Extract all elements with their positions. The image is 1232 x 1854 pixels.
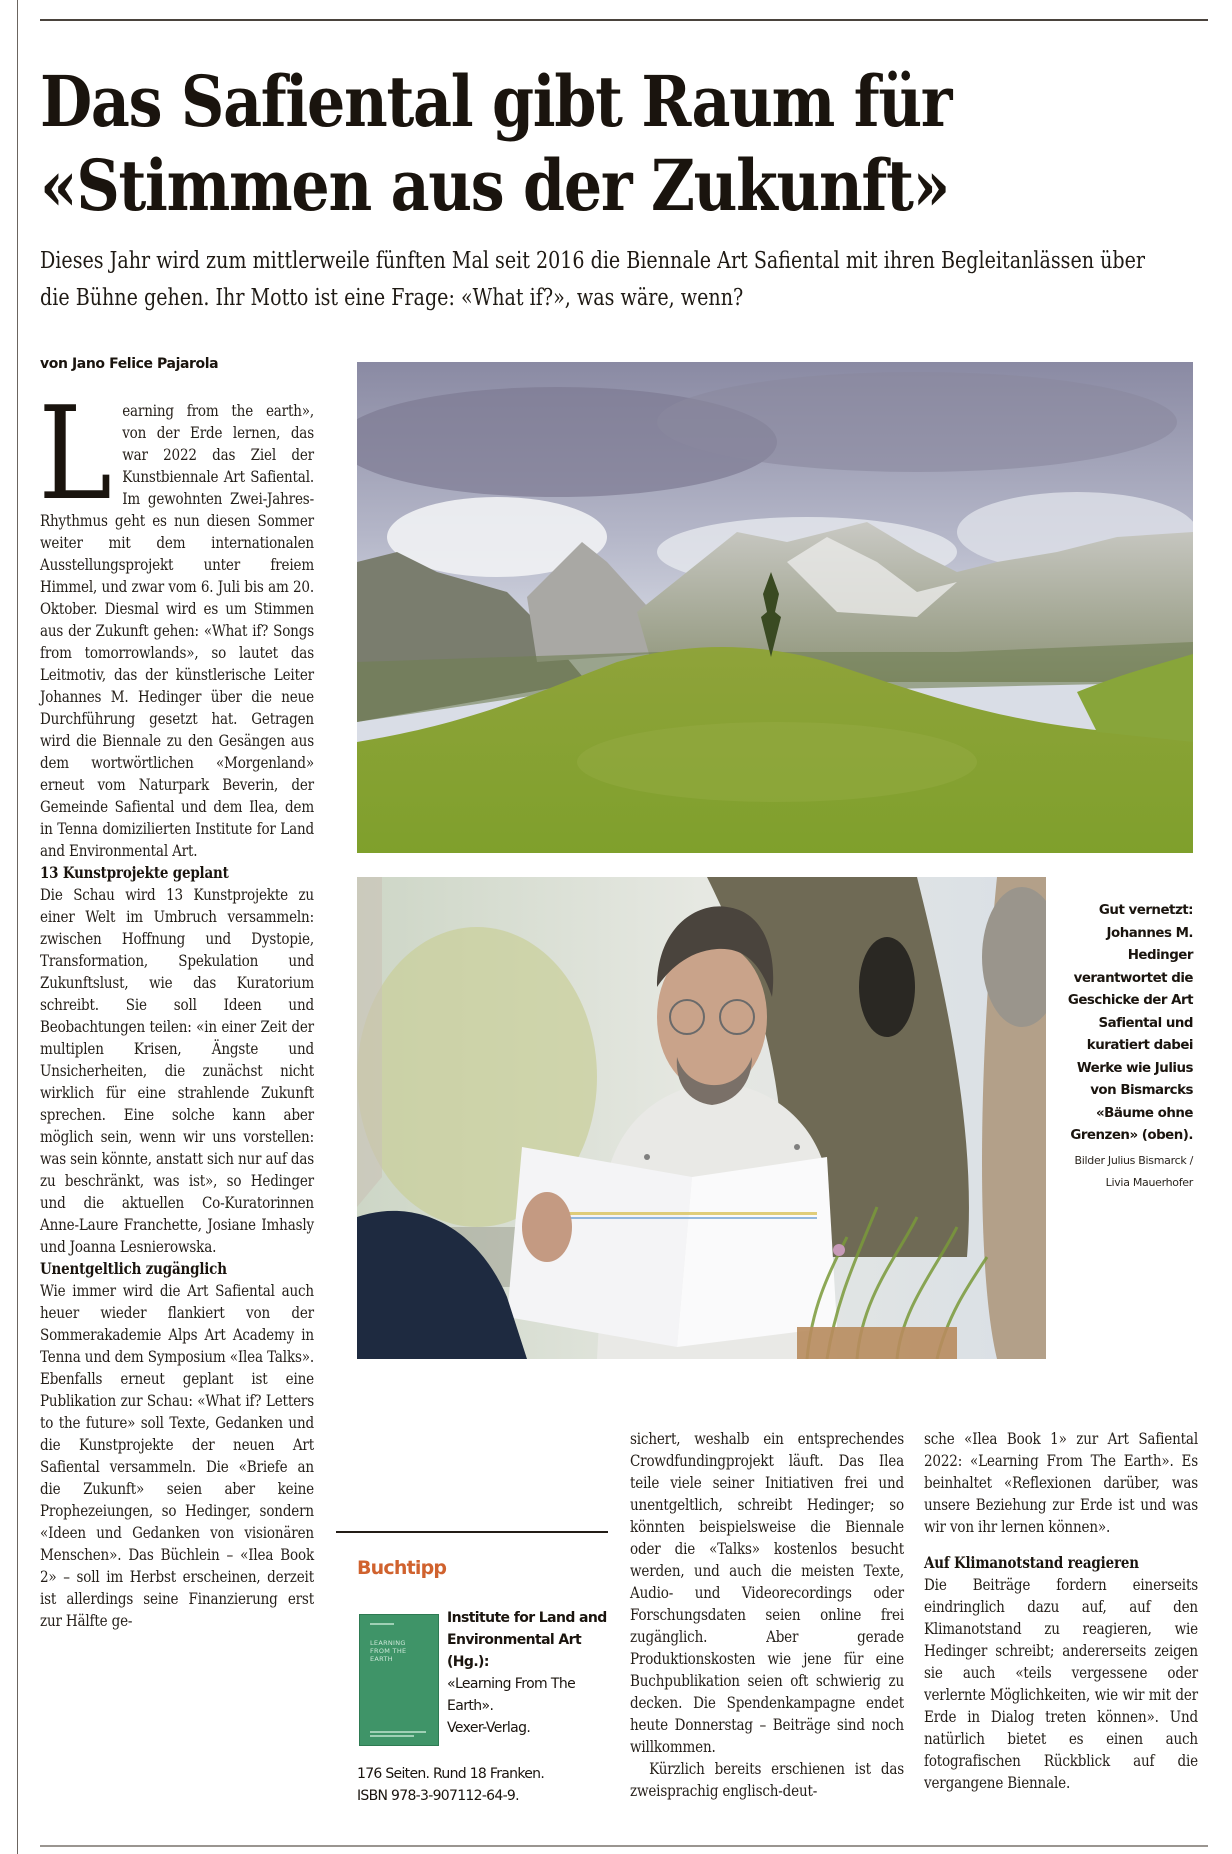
book-info xyxy=(447,1607,607,1739)
landscape-photo xyxy=(357,362,1193,853)
byline: von Jano Felice Pajarola xyxy=(40,356,219,372)
article-column-4-flow xyxy=(924,1428,1198,1794)
book-tip-title: Buchtipp xyxy=(357,1557,447,1579)
section-heading-2: Unentgeltlich zugänglich xyxy=(40,1259,227,1278)
section-2-text-c: Kürzlich bereits erschienen ist das zweisprachig englisch-deut- xyxy=(630,1760,904,1800)
headline xyxy=(40,60,1055,228)
section-3-text: Die Beiträge fordern einerseits eindringlich dazu auf, auf den Klimanotstand zu reagieren, wie Hedinger schreibt; andererseits zeigen sie auch «teils vergessene oder verlernte Möglichkeiten, wie wir mit der Erde in Dialog treten können». Und natürlich bietet es einen auch fotografischen Rückblick auf die vergangene Biennale. xyxy=(924,1576,1198,1792)
article-column-3-flow xyxy=(630,1428,904,1802)
drop-cap: L xyxy=(38,380,112,529)
photo-credit: Bilder Julius Bismarck / Livia Mauerhofer xyxy=(1074,1153,1193,1189)
top-rule xyxy=(40,19,1208,21)
book-cover-title: LEARNING FROM THE EARTH xyxy=(370,1639,407,1663)
section-1-text: Die Schau wird 13 Kunstprojekte zu einer Welt im Umbruch versammeln: zwischen Hoffnung und Dystopie, Transformation, Spekulation und Zukunftslust, wie das Kuratorium schreibt. Sie soll Ideen und Beobachtungen teilen: «in einer Zeit der multiplen Krisen, Ängste und Unsicherheiten, die zunächst nicht wirklich für eine strahlende Zukunft sprechen. Eine solche kann aber möglich sein, wenn wir uns vorstellen: was sein könnte, anstatt sich nur auf das zu beschränkt, was ist», so Hedinger und die aktuellen Co-Kuratorinnen Anne-Laure Franchette, Josiane Imhasly und Joanna Lesnierowska. xyxy=(40,886,314,1256)
book-details: 176 Seiten. Rund 18 Franken. xyxy=(357,1766,545,1782)
headline-line-1: Das Safiental gibt Raum für xyxy=(40,60,952,143)
article-column-1-flow xyxy=(38,380,314,1632)
page-border xyxy=(17,0,18,1854)
section-2-text-a: Wie immer wird die Art Safiental auch heuer wieder flankiert von der Sommerakademie Alps Art Academy in Tenna und dem Symposium «Ilea Talks». Ebenfalls erneut geplant ist eine Publikation zur Schau: «What if? Letters to the future» soll Texte, Gedanken und die Kunstprojekte der neuen Art Safiental versammeln. Die «Briefe an die Zukunft» seien aber keine Prophezeiungen, so Hedinger, sondern «Ideen und Gedanken von visionären Menschen». Das Büchlein – «Ilea Book 2» – soll im Herbst erscheinen, derzeit ist allerdings seine Finanzierung erst zur Hälfte ge- xyxy=(40,1282,314,1630)
photo-caption: Gut vernetzt: Johannes M. Hedinger verantwortet die Geschicke der Art Safiental und kuratiert dabei Werke wie Julius von Bismarcks «Bäume ohne Grenzen» (oben). xyxy=(1067,903,1193,1143)
book-isbn: ISBN 978-3-907112-64-9. xyxy=(357,1788,519,1804)
mountain-landscape-image xyxy=(357,362,1193,853)
lead-paragraph: Dieses Jahr wird zum mittlerweile fünften Mal seit 2016 die Biennale Art Safiental mit ihren Begleitanlässen über die Bühne gehen. Ihr Motto ist eine Frage: «What if?», was wäre, wenn? xyxy=(40,248,1146,311)
photo-caption-block xyxy=(1052,900,1193,1194)
section-heading-1: 13 Kunstprojekte geplant xyxy=(40,863,229,882)
intro-paragraph xyxy=(38,380,314,862)
bottom-rule xyxy=(40,1845,1208,1847)
book-author: Institute for Land and Environmental Art (Hg.): xyxy=(447,1610,607,1670)
book-cover-decoration xyxy=(370,1731,426,1733)
book-publisher: Vexer-Verlag. xyxy=(447,1720,531,1736)
portrait-photo xyxy=(357,877,1046,1359)
book-title: «Learning From The Earth». xyxy=(447,1676,576,1714)
article-column-3 xyxy=(630,1428,904,1802)
section-heading-3: Auf Klimanotstand reagieren xyxy=(924,1553,1139,1572)
section-2-text-b: sichert, weshalb ein entsprechendes Crowdfundingprojekt läuft. Das Ilea teile viele seiner Initiativen frei und unentgeltlich, schreibt Hedinger; so könnten beispielsweise die Biennale oder die «Talks» kostenlos besucht werden, und auch die meisten Texte, Audio- und Videorecordings oder Forschungsdaten seien online frei zugänglich. Aber gerade Produktionskosten wie jene für eine Buchpublikation seien oft schwierig zu decken. Die Spendenkampagne endet heute Donnerstag – Beiträge sind noch willkommen. xyxy=(630,1430,904,1756)
book-meta xyxy=(357,1763,617,1807)
article-column-1 xyxy=(38,380,314,1830)
article-column-4 xyxy=(924,1428,1198,1794)
section-2-text-d: sche «Ilea Book 1» zur Art Safiental 2022: «Learning From The Earth». Es beinhaltet «Reflexionen darüber, was unsere Beziehung zur Erde ist und was wir von ihr lernen können». xyxy=(924,1430,1198,1536)
book-cover-image xyxy=(359,1614,439,1746)
book-cover-decoration xyxy=(370,1623,394,1625)
intro-text: earning from the earth», von der Erde lernen, das war 2022 das Ziel der Kunstbiennale Art Safiental. Im gewohnten Zwei-Jahres-Rhythmus geht es nun diesen Sommer weiter mit dem internationalen Ausstellungsprojekt unter freiem Himmel, und zwar vom 6. Juli bis am 20. Oktober. Diesmal wird es um Stimmen aus der Zukunft gehen: «What if? Songs from tomorrowlands», so lautet das Leitmotiv, das der künstlerische Leiter Johannes M. Hedinger über die neue Durchführung gesetzt hat. Getragen wird die Biennale zu den Gesängen aus dem wortwörtlichen «Morgenland» erneut vom Naturpark Beverin, der Gemeinde Safiental und dem Ilea, dem in Tenna domizilierten Institute for Land and Environmental Art. xyxy=(40,402,314,860)
book-tip-rule xyxy=(336,1531,608,1533)
book-cover-decoration xyxy=(370,1735,414,1737)
curator-portrait-image xyxy=(357,877,1046,1359)
headline-line-2: «Stimmen aus der Zukunft» xyxy=(40,144,949,227)
